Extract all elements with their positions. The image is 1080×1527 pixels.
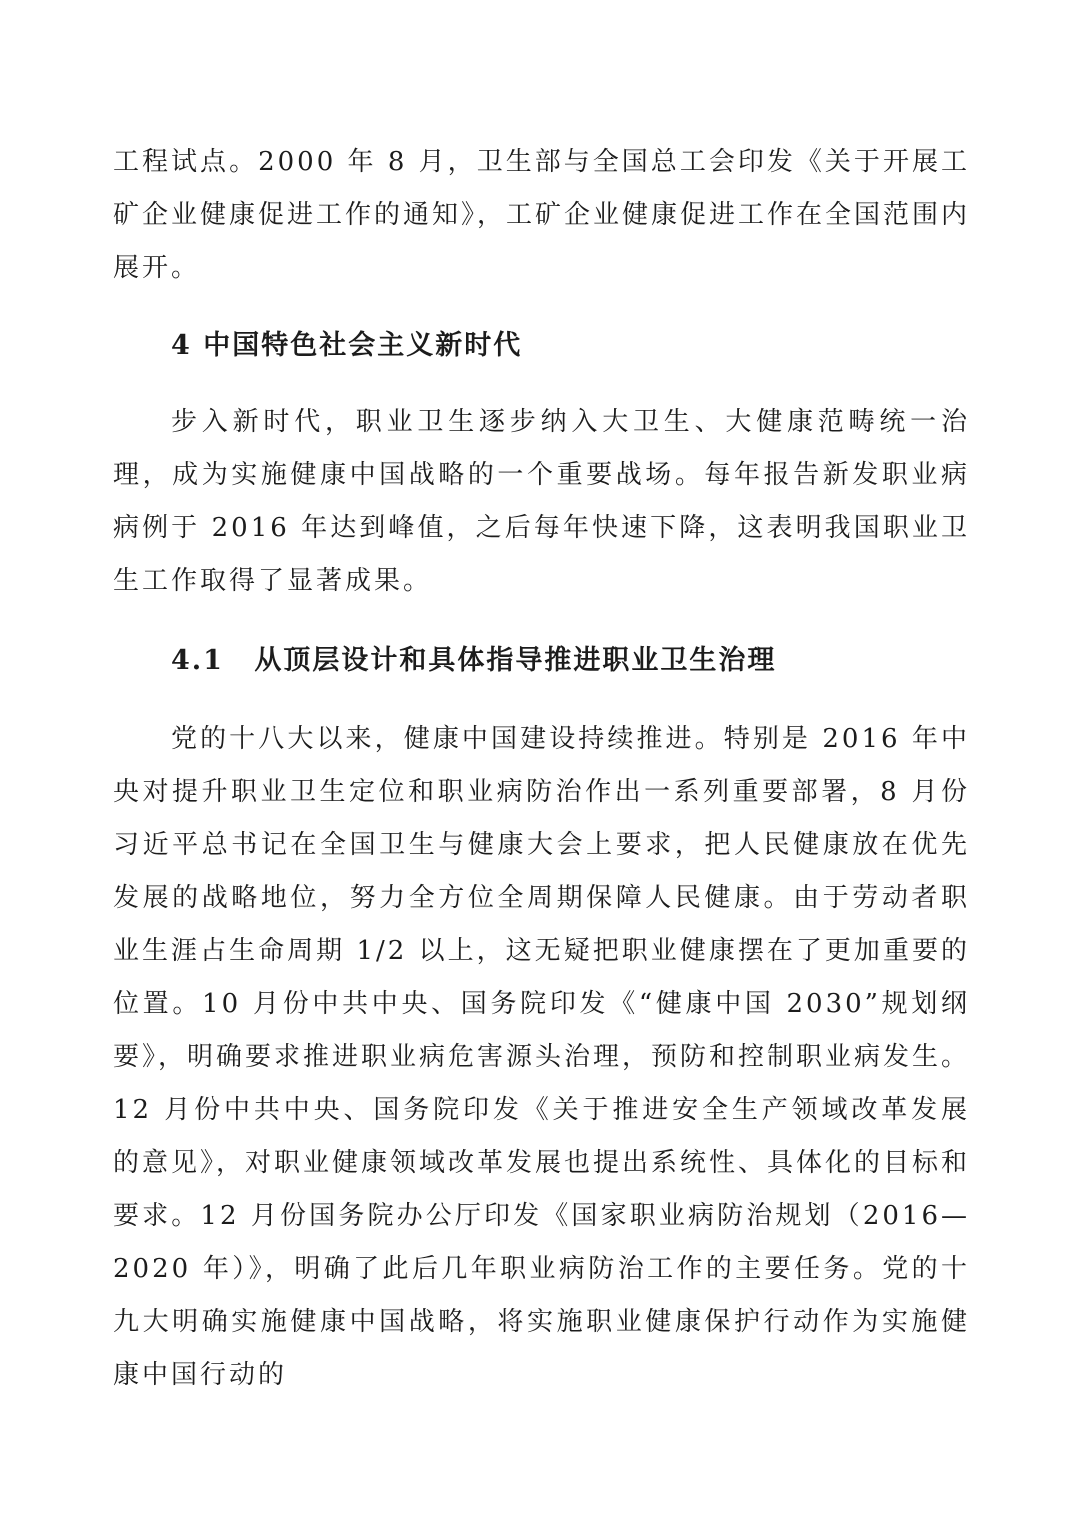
section-title: 从顶层设计和具体指导推进职业卫生治理 — [254, 645, 777, 676]
spacer — [113, 295, 970, 319]
spacer — [113, 372, 970, 396]
spacer — [113, 687, 970, 713]
section-heading-4-1 — [113, 634, 970, 687]
section-heading-4 — [113, 319, 970, 372]
paragraph-top-level-design: 党的十八大以来，健康中国建设持续推进。特别是 2016 年中央对提升职业卫生定位和职业病防治作出一系列重要部署，8 月份习近平总书记在全国卫生与健康大会上要求，把人民健康放在优先发展的战略地位，努力全方位全周期保障人民健康。由于劳动者职业生涯占生命周期 1/2 以上，这无疑把职业健康摆在了更加重要的位置。10 月份中共中央、国务院印发《“健康中国 2030”规划纲要》，明确要求推进职业病危害源头治理，预防和控制职业病发生。12 月份中共中央、国务院印发《关于推进安全生产领域改革发展的意见》，对职业健康领域改革发展也提出系统性、具体化的目标和要求。12 月份国务院办公厅印发《国家职业病防治规划（2016—2020 年）》，明确了此后几年职业病防治工作的主要任务。党的十九大明确实施健康中国战略，将实施职业健康保护行动作为实施健康中国行动的 — [113, 724, 971, 1390]
document-page — [113, 136, 970, 1402]
paragraph-new-era: 步入新时代，职业卫生逐步纳入大卫生、大健康范畴统一治理，成为实施健康中国战略的一个重要战场。每年报告新发职业病病例于 2016 年达到峰值，之后每年快速下降，这表明我国职业卫生工作取得了显著成果。 — [113, 407, 970, 596]
section-title: 中国特色社会主义新时代 — [203, 330, 523, 361]
section-number: 4 — [171, 330, 192, 361]
spacer — [113, 608, 970, 634]
section-number: 4.1 — [171, 645, 224, 676]
paragraph-continuation: 工程试点。2000 年 8 月，卫生部与全国总工会印发《关于开展工矿企业健康促进工作的通知》，工矿企业健康促进工作在全国范围内展开。 — [113, 147, 971, 283]
